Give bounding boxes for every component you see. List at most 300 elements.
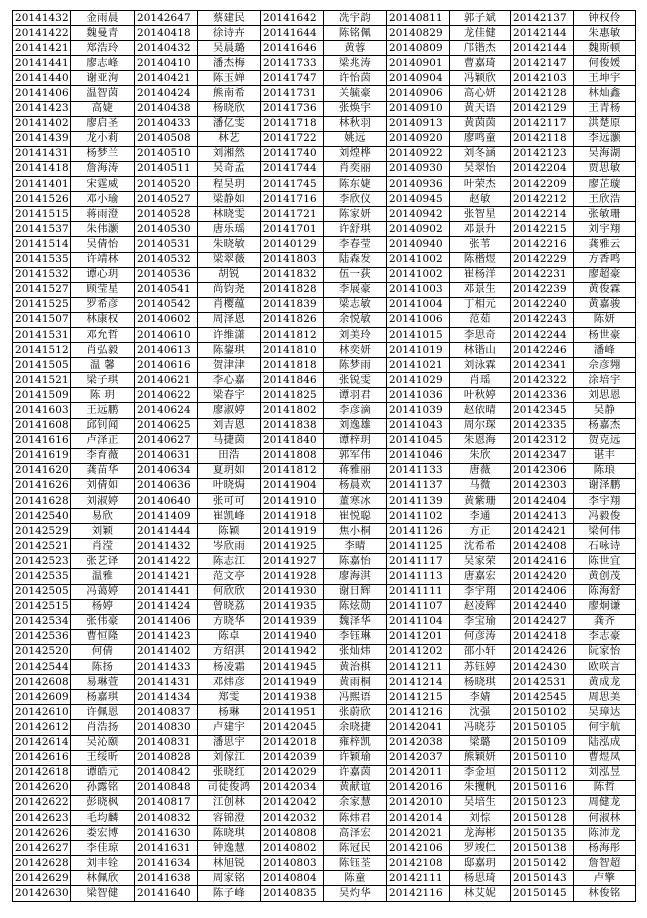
student-id-cell: 20141046 — [387, 448, 450, 463]
student-id-cell: 20140832 — [135, 810, 198, 825]
student-name-cell: 夏玥如 — [198, 463, 261, 478]
student-name-cell: 梁春宇 — [198, 388, 261, 403]
student-name-cell: 潘杰梅 — [198, 56, 261, 71]
student-name-cell: 詹智超 — [574, 856, 636, 871]
student-name-cell: 陈琅 — [574, 463, 636, 478]
student-id-cell: 20142627 — [13, 841, 71, 856]
table-row — [13, 750, 636, 765]
student-name-cell: 唐嘉宏 — [450, 569, 511, 584]
student-name-cell: 杨思琦 — [450, 871, 511, 886]
student-id-cell: 20141733 — [261, 56, 324, 71]
student-name-cell: 姚远 — [324, 131, 387, 146]
table-row — [13, 373, 636, 388]
student-id-cell: 20150145 — [511, 886, 574, 901]
student-id-cell: 20150102 — [511, 705, 574, 720]
student-id-cell: 20142427 — [511, 614, 574, 629]
student-name-cell: 周家铭 — [198, 871, 261, 886]
table-row — [13, 810, 636, 825]
student-name-cell: 方香鸣 — [574, 252, 636, 267]
student-name-cell: 欧咲言 — [574, 660, 636, 675]
student-id-cell: 20141424 — [135, 599, 198, 614]
student-id-cell: 20141910 — [261, 494, 324, 509]
student-name-cell: 李晴 — [324, 539, 387, 554]
student-name-cell: 何倩 — [71, 644, 135, 659]
student-id-cell: 20140613 — [135, 343, 198, 358]
student-name-cell: 曹嘉琦 — [450, 56, 511, 71]
table-row — [13, 795, 636, 810]
student-id-cell: 20141201 — [387, 629, 450, 644]
student-id-cell: 20141006 — [387, 312, 450, 327]
table-row — [13, 660, 636, 675]
student-id-cell: 20142628 — [13, 856, 71, 871]
student-id-cell: 20142521 — [13, 539, 71, 554]
student-id-cell: 20140842 — [135, 765, 198, 780]
table-row — [13, 86, 636, 101]
student-name-cell: 邝锴杰 — [450, 41, 511, 56]
student-name-cell: 林奕妍 — [324, 343, 387, 358]
student-name-cell: 谢泽鹏 — [574, 478, 636, 493]
student-name-cell: 赵依晴 — [450, 403, 511, 418]
student-name-cell: 林俊铭 — [574, 886, 636, 901]
student-name-cell: 黄献谊 — [324, 780, 387, 795]
student-id-cell: 20141942 — [261, 644, 324, 659]
student-name-cell: 卢泽正 — [71, 433, 135, 448]
student-name-cell: 李志豪 — [574, 629, 636, 644]
student-name-cell: 刘美玲 — [324, 327, 387, 342]
student-name-cell: 曾晓荔 — [198, 599, 261, 614]
student-name-cell: 熊颖妍 — [450, 750, 511, 765]
student-name-cell: 刘宇翔 — [574, 222, 636, 237]
student-id-cell: 20142215 — [511, 222, 574, 237]
student-id-cell: 20141825 — [261, 388, 324, 403]
student-name-cell: 张蔚欣 — [324, 705, 387, 720]
student-name-cell: 陈妍 — [574, 312, 636, 327]
student-id-cell: 20141535 — [13, 252, 71, 267]
student-name-cell: 邵小轩 — [450, 644, 511, 659]
student-name-cell: 谌丰 — [574, 448, 636, 463]
student-name-cell: 朱欣 — [450, 448, 511, 463]
student-id-cell: 20141111 — [387, 584, 450, 599]
student-name-cell: 杨晓琪 — [450, 675, 511, 690]
student-name-cell: 何淑林 — [574, 810, 636, 825]
student-name-cell: 朱惠敏 — [574, 26, 636, 41]
student-name-cell: 廖鸣童 — [450, 131, 511, 146]
student-id-cell: 20142531 — [511, 675, 574, 690]
student-id-cell: 20142416 — [511, 554, 574, 569]
student-name-cell: 肖滢 — [71, 539, 135, 554]
student-id-cell: 20142029 — [261, 765, 324, 780]
student-name-cell: 方绍淇 — [198, 644, 261, 659]
student-name-cell: 贺津津 — [198, 358, 261, 373]
student-id-cell: 20142421 — [511, 524, 574, 539]
student-name-cell: 佘彦翙 — [574, 358, 636, 373]
student-id-cell: 20141630 — [135, 826, 198, 841]
student-name-cell: 吴沁颐 — [71, 735, 135, 750]
student-name-cell: 肖樱蕴 — [198, 297, 261, 312]
student-id-cell: 20141631 — [135, 841, 198, 856]
student-id-cell: 20142626 — [13, 826, 71, 841]
student-id-cell: 20140848 — [135, 780, 198, 795]
student-name-cell: 杨晨欢 — [324, 478, 387, 493]
student-id-cell: 20141731 — [261, 86, 324, 101]
student-name-cell: 潘思宇 — [198, 735, 261, 750]
student-name-cell: 吴培生 — [450, 795, 511, 810]
student-name-cell: 朱恩海 — [450, 433, 511, 448]
student-name-cell: 许佩恩 — [71, 705, 135, 720]
student-name-cell: 方正 — [450, 524, 511, 539]
student-id-cell: 20141537 — [13, 222, 71, 237]
student-id-cell: 20141133 — [387, 463, 450, 478]
student-id-cell: 20142413 — [511, 509, 574, 524]
student-name-cell: 朱伟灏 — [71, 222, 135, 237]
student-id-cell: 20140945 — [387, 192, 450, 207]
student-name-cell: 廖启圣 — [71, 116, 135, 131]
student-name-cell: 周泽恩 — [198, 312, 261, 327]
table-row — [13, 675, 636, 690]
student-id-cell: 20141215 — [387, 690, 450, 705]
student-id-cell: 20140936 — [387, 177, 450, 192]
student-name-cell: 顾莹星 — [71, 282, 135, 297]
student-id-cell: 20141949 — [261, 675, 324, 690]
student-id-cell: 20142103 — [511, 71, 574, 86]
student-name-cell: 廖海淇 — [324, 569, 387, 584]
student-id-cell: 20141029 — [387, 373, 450, 388]
student-name-cell: 龚齐 — [574, 614, 636, 629]
student-id-cell: 20140640 — [135, 494, 198, 509]
table-row — [13, 614, 636, 629]
student-name-cell: 龙小莉 — [71, 131, 135, 146]
student-id-cell: 20142515 — [13, 599, 71, 614]
student-id-cell: 20142540 — [13, 509, 71, 524]
student-id-cell: 20142123 — [511, 146, 574, 161]
student-id-cell: 20150142 — [511, 856, 574, 871]
student-id-cell: 20142505 — [13, 584, 71, 599]
student-name-cell: 吴翠怡 — [450, 161, 511, 176]
student-id-cell: 20142244 — [511, 327, 574, 342]
student-id-cell: 20141935 — [261, 599, 324, 614]
student-id-cell: 20141832 — [261, 267, 324, 282]
student-id-cell: 20142622 — [13, 795, 71, 810]
student-name-cell: 杨琳 — [198, 705, 261, 720]
table-row — [13, 56, 636, 71]
student-id-cell: 20142229 — [511, 252, 574, 267]
student-id-cell: 20140811 — [387, 11, 450, 26]
student-id-cell: 20141736 — [261, 101, 324, 116]
student-id-cell: 20141002 — [387, 267, 450, 282]
student-id-cell: 20140904 — [387, 71, 450, 86]
student-id-cell: 20141406 — [13, 86, 71, 101]
student-id-cell: 20141839 — [261, 297, 324, 312]
student-id-cell: 20141211 — [387, 660, 450, 675]
student-name-cell: 刘泳霖 — [450, 358, 511, 373]
table-row — [13, 524, 636, 539]
student-id-cell: 20141638 — [135, 871, 198, 886]
student-name-cell: 陈家妍 — [324, 207, 387, 222]
table-row — [13, 629, 636, 644]
student-id-cell: 20150128 — [511, 810, 574, 825]
student-name-cell: 崔杨洋 — [450, 267, 511, 282]
student-name-cell: 唐乐瑶 — [198, 222, 261, 237]
student-id-cell: 20140902 — [387, 222, 450, 237]
student-id-cell: 20141945 — [261, 660, 324, 675]
student-name-cell: 黄成龙 — [574, 675, 636, 690]
student-id-cell: 20142322 — [511, 373, 574, 388]
student-id-cell: 20141644 — [261, 26, 324, 41]
student-name-cell: 王欣浩 — [574, 192, 636, 207]
student-name-cell: 张敏珊 — [574, 207, 636, 222]
student-name-cell: 陈世宜 — [574, 554, 636, 569]
student-name-cell: 叶荣杰 — [450, 177, 511, 192]
student-id-cell: 20142418 — [511, 629, 574, 644]
student-name-cell: 卢擎 — [574, 871, 636, 886]
student-name-cell: 黄蓉 — [324, 41, 387, 56]
student-id-cell: 20141512 — [13, 343, 71, 358]
student-name-cell: 冯颖欣 — [450, 71, 511, 86]
student-id-cell: 20142620 — [13, 780, 71, 795]
student-id-cell: 20140831 — [135, 735, 198, 750]
student-name-cell: 邓炜彦 — [198, 675, 261, 690]
student-id-cell: 20142616 — [13, 750, 71, 765]
student-name-cell: 陈炜君 — [324, 810, 387, 825]
student-id-cell: 20142608 — [13, 675, 71, 690]
student-id-cell: 20141126 — [387, 524, 450, 539]
student-name-cell: 许维潇 — [198, 327, 261, 342]
student-name-cell: 陈钰荃 — [324, 856, 387, 871]
student-id-cell: 20141620 — [13, 463, 71, 478]
student-name-cell: 林佩欣 — [71, 871, 135, 886]
student-id-cell: 20140920 — [387, 131, 450, 146]
student-name-cell: 肖弘毅 — [71, 343, 135, 358]
student-id-cell: 20141432 — [13, 11, 71, 26]
student-name-cell: 陈梦雨 — [324, 358, 387, 373]
student-name-cell: 刘冬涵 — [450, 146, 511, 161]
student-name-cell: 彭晓枫 — [71, 795, 135, 810]
student-id-cell: 20141810 — [261, 343, 324, 358]
table-row — [13, 871, 636, 886]
student-name-cell: 黄创茂 — [574, 569, 636, 584]
table-row — [13, 735, 636, 750]
student-id-cell: 20141930 — [261, 584, 324, 599]
student-name-cell: 肖浩扬 — [71, 720, 135, 735]
student-name-cell: 许舒琪 — [324, 222, 387, 237]
student-id-cell: 20142231 — [511, 267, 574, 282]
student-id-cell: 20142209 — [511, 177, 574, 192]
student-id-cell: 20141640 — [135, 886, 198, 901]
student-name-cell: 沈希希 — [450, 539, 511, 554]
student-name-cell: 叶秋婷 — [450, 388, 511, 403]
student-id-cell: 20141015 — [387, 327, 450, 342]
student-id-cell: 20141039 — [387, 403, 450, 418]
student-id-cell: 20150110 — [511, 750, 574, 765]
student-id-cell: 20140634 — [135, 463, 198, 478]
student-id-cell: 20142243 — [511, 312, 574, 327]
student-id-cell: 20141802 — [261, 403, 324, 418]
student-name-cell: 张锐雯 — [324, 373, 387, 388]
student-name-cell: 梁智健 — [71, 886, 135, 901]
student-name-cell: 马捷茵 — [198, 433, 261, 448]
student-id-cell: 20141406 — [135, 614, 198, 629]
student-id-cell: 20142408 — [511, 539, 574, 554]
student-id-cell: 20141531 — [13, 327, 71, 342]
table-row — [13, 494, 636, 509]
student-name-cell: 邸嘉玥 — [450, 856, 511, 871]
student-id-cell: 20141951 — [261, 705, 324, 720]
student-id-cell: 20141423 — [135, 629, 198, 644]
student-id-cell: 20140530 — [135, 222, 198, 237]
student-id-cell: 20142041 — [387, 720, 450, 735]
student-name-cell: 魏斯顿 — [574, 41, 636, 56]
student-id-cell: 20142045 — [261, 720, 324, 735]
student-id-cell: 20142312 — [511, 433, 574, 448]
student-name-cell: 涂培宇 — [574, 373, 636, 388]
student-name-cell: 冯晓芬 — [450, 720, 511, 735]
student-name-cell: 陈童 — [324, 871, 387, 886]
student-id-cell: 20140636 — [135, 478, 198, 493]
student-id-cell: 20140536 — [135, 267, 198, 282]
student-name-cell: 赵敏 — [450, 192, 511, 207]
student-name-cell: 肖奕丽 — [324, 161, 387, 176]
table-row — [13, 177, 636, 192]
student-id-cell: 20140627 — [135, 433, 198, 448]
student-id-cell: 20140906 — [387, 86, 450, 101]
student-name-cell: 李育薇 — [71, 448, 135, 463]
student-name-cell: 罗竣仁 — [450, 841, 511, 856]
student-name-cell: 李思奇 — [450, 327, 511, 342]
student-name-cell: 潘峰 — [574, 343, 636, 358]
student-name-cell: 张焕宇 — [324, 101, 387, 116]
table-row — [13, 720, 636, 735]
student-name-cell: 崔悦聪 — [324, 509, 387, 524]
student-name-cell: 邓景升 — [450, 222, 511, 237]
student-id-cell: 20141721 — [261, 207, 324, 222]
student-name-cell: 陈海舒 — [574, 584, 636, 599]
student-name-cell: 李彦滴 — [324, 403, 387, 418]
student-id-cell: 20141422 — [135, 554, 198, 569]
student-name-cell: 陈子峰 — [198, 886, 261, 901]
student-name-cell: 许颖瑜 — [324, 750, 387, 765]
student-name-cell: 吴晨璐 — [198, 41, 261, 56]
student-id-cell: 20141927 — [261, 554, 324, 569]
student-id-cell: 20142116 — [387, 886, 450, 901]
student-id-cell: 20141431 — [13, 146, 71, 161]
student-name-cell: 陈哲 — [574, 780, 636, 795]
student-id-cell: 20142335 — [511, 418, 574, 433]
student-name-cell: 梁志敏 — [324, 297, 387, 312]
student-name-cell: 岑欣雨 — [198, 539, 261, 554]
student-id-cell: 20141722 — [261, 131, 324, 146]
student-id-cell: 20140602 — [135, 312, 198, 327]
student-id-cell: 20142118 — [511, 131, 574, 146]
student-id-cell: 20140829 — [387, 26, 450, 41]
student-name-cell: 刘思恩 — [574, 388, 636, 403]
student-id-cell: 20141019 — [387, 343, 450, 358]
student-name-cell: 潘亿雯 — [198, 116, 261, 131]
student-name-cell: 蒋雅丽 — [324, 463, 387, 478]
student-id-cell: 20141507 — [13, 312, 71, 327]
student-id-cell: 20142523 — [13, 554, 71, 569]
student-name-cell: 卢建宇 — [198, 720, 261, 735]
student-name-cell: 王坤宇 — [574, 71, 636, 86]
student-name-cell: 刘悰 — [450, 810, 511, 825]
table-row — [13, 584, 636, 599]
student-id-cell: 20140622 — [135, 388, 198, 403]
student-name-cell: 梁翠薇 — [198, 252, 261, 267]
student-id-cell: 20140421 — [135, 71, 198, 86]
student-id-cell: 20141838 — [261, 418, 324, 433]
student-id-cell: 20141421 — [13, 41, 71, 56]
student-id-cell: 20142216 — [511, 237, 574, 252]
student-name-cell: 谢亚洵 — [71, 71, 135, 86]
student-name-cell: 李通 — [450, 509, 511, 524]
student-id-cell: 20140432 — [135, 41, 198, 56]
roster-sheet — [12, 10, 635, 911]
student-name-cell: 高泽宏 — [324, 826, 387, 841]
student-id-cell: 20141433 — [135, 660, 198, 675]
student-id-cell: 20142520 — [13, 644, 71, 659]
student-name-cell: 贾思敏 — [574, 161, 636, 176]
student-id-cell: 20140508 — [135, 131, 198, 146]
student-name-cell: 曹煜凤 — [574, 750, 636, 765]
student-name-cell: 梁璐 — [450, 735, 511, 750]
student-name-cell: 黄治棋 — [324, 660, 387, 675]
student-name-cell: 温 馨 — [71, 358, 135, 373]
student-name-cell: 邓允哲 — [71, 327, 135, 342]
student-id-cell: 20140922 — [387, 146, 450, 161]
student-name-cell: 王青杨 — [574, 101, 636, 116]
student-id-cell: 20141202 — [387, 644, 450, 659]
student-id-cell: 20142108 — [387, 856, 450, 871]
student-name-cell: 朱攫帆 — [450, 780, 511, 795]
student-name-cell: 林晓雯 — [198, 207, 261, 222]
table-row — [13, 448, 636, 463]
student-id-cell: 20141642 — [261, 11, 324, 26]
student-name-cell: 田浩 — [198, 448, 261, 463]
student-name-cell: 唐薇 — [450, 463, 511, 478]
student-name-cell: 陈东婕 — [324, 177, 387, 192]
student-name-cell: 陈玉婵 — [198, 71, 261, 86]
student-name-cell: 许怡茵 — [324, 71, 387, 86]
student-name-cell: 尚钧尧 — [198, 282, 261, 297]
table-row — [13, 237, 636, 252]
student-id-cell: 20141626 — [13, 478, 71, 493]
student-name-cell: 黄天语 — [450, 101, 511, 116]
student-name-cell: 郭军伟 — [324, 448, 387, 463]
student-name-cell: 陆泓成 — [574, 735, 636, 750]
student-id-cell: 20140837 — [135, 705, 198, 720]
student-name-cell: 冯熙语 — [324, 690, 387, 705]
student-name-cell: 刘倩如 — [71, 478, 135, 493]
student-name-cell: 陈晓琪 — [198, 826, 261, 841]
student-name-cell: 詹海涛 — [71, 161, 135, 176]
student-id-cell: 20142623 — [13, 810, 71, 825]
student-name-cell: 林康权 — [71, 312, 135, 327]
student-id-cell: 20142430 — [511, 660, 574, 675]
student-id-cell: 20141444 — [135, 524, 198, 539]
student-id-cell: 20141441 — [135, 584, 198, 599]
student-id-cell: 20141744 — [261, 161, 324, 176]
student-id-cell: 20141117 — [387, 554, 450, 569]
student-name-cell: 伍一荻 — [324, 267, 387, 282]
student-id-cell: 20141532 — [13, 267, 71, 282]
student-name-cell: 张可可 — [198, 494, 261, 509]
student-name-cell: 毛均麟 — [71, 810, 135, 825]
student-name-cell: 刘丰铨 — [71, 856, 135, 871]
table-row — [13, 539, 636, 554]
student-name-cell: 李宝瑜 — [450, 614, 511, 629]
student-name-cell: 石咏诗 — [574, 539, 636, 554]
student-id-cell: 20141634 — [135, 856, 198, 871]
student-name-cell: 李心嘉 — [198, 373, 261, 388]
